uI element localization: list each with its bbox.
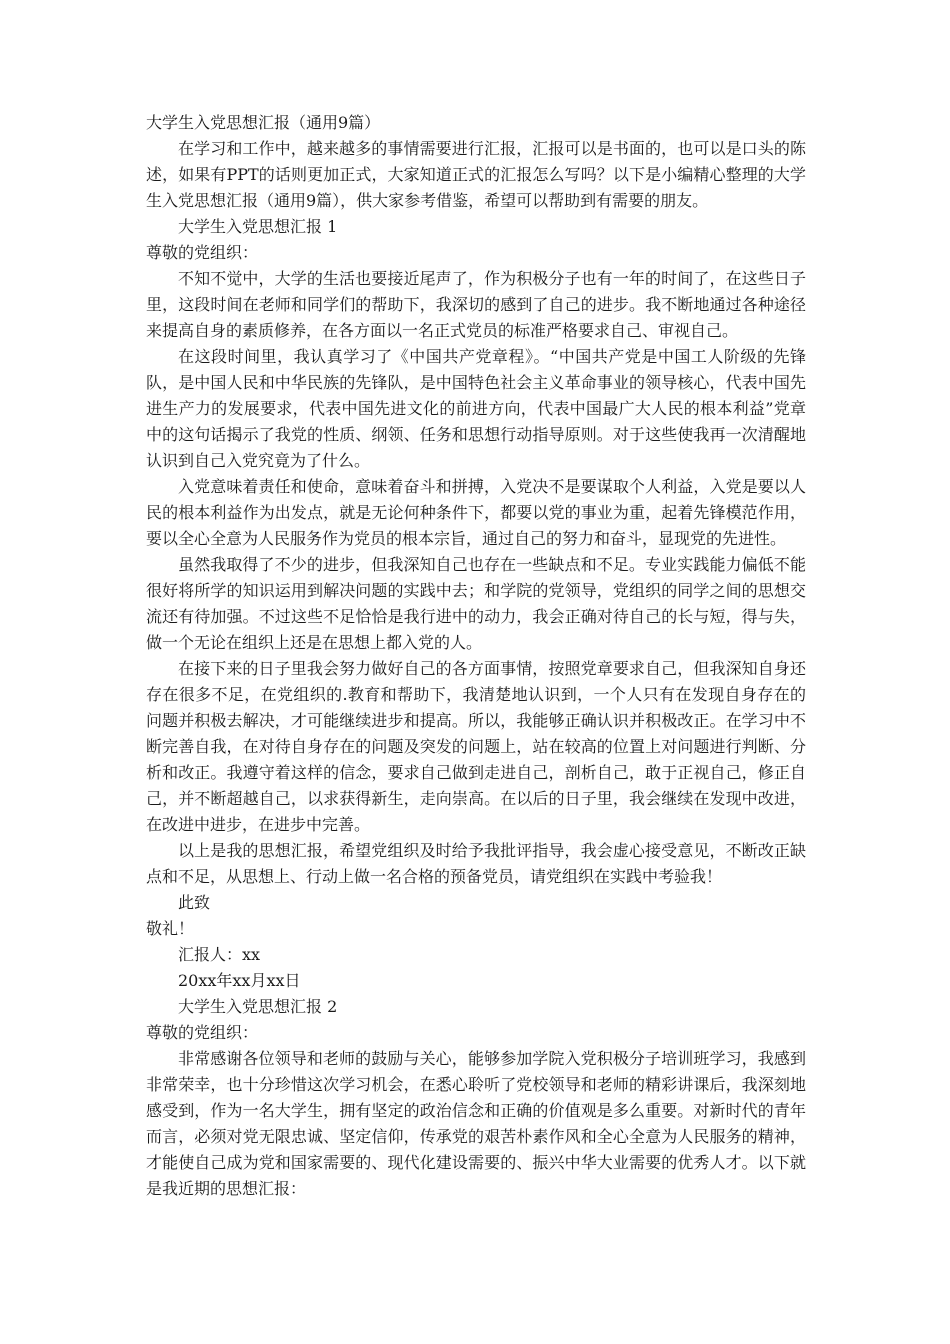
report2-heading: 大学生入党思想汇报 2: [178, 997, 338, 1016]
report2-paragraph-1: 非常感谢各位领导和老师的鼓励与关心，能够参加学院入党积极分子培训班学习，我感到非常荣幸，也十分珍惜这次学习机会，在悉心聆听了党校领导和老师的精彩讲课后，我深刻地感受到，作为一名大学生，拥有坚定的政治信念和正确的价值观是多么重要。对新时代的青年而言，必须对党无限忠诚、坚定信仰，传承党的艰苦朴素作风和全心全意为人民服务的精神，才能使自己成为党和国家需要的、现代化建设需要的、振兴中华大业需要的优秀人才。以下就是我近期的思想汇报：: [146, 1049, 806, 1198]
report1-heading: 大学生入党思想汇报 1: [178, 217, 338, 236]
report1-paragraph-6: 以上是我的思想汇报，希望党组织及时给予我批评指导，我会虚心接受意见，不断改正缺点和不足，从思想上、行动上做一名合格的预备党员，请党组织在实践中考验我！: [146, 841, 806, 886]
report1-paragraph-4: 虽然我取得了不少的进步，但我深知自己也存在一些缺点和不足。专业实践能力偏低不能很好将所学的知识运用到解决问题的实践中去；和学院的党领导，党组织的同学之间的思想交流还有待加强。不过这些不足恰恰是我行进中的动力，我会正确对待自己的长与短，得与失，做一个无论在组织上还是在思想上都入党的人。: [146, 555, 806, 652]
document-title: 大学生入党思想汇报（通用9篇）: [146, 113, 381, 132]
report1-date: 20xx年xx月xx日: [178, 971, 301, 990]
report1-salutation: 尊敬的党组织：: [146, 243, 259, 262]
report1-reporter: 汇报人：xx: [178, 945, 261, 964]
intro-paragraph: 在学习和工作中，越来越多的事情需要进行汇报，汇报可以是书面的，也可以是口头的陈述，如果有PPT的话则更加正式，大家知道正式的汇报怎么写吗？以下是小编精心整理的大学生入党思想汇报（通用9篇），供大家参考借鉴，希望可以帮助到有需要的朋友。: [146, 139, 806, 210]
report1-closing-1: 此致: [178, 893, 211, 912]
document-page: [146, 110, 806, 1202]
report2-salutation: 尊敬的党组织：: [146, 1023, 259, 1042]
report1-paragraph-3: 入党意味着责任和使命，意味着奋斗和拼搏，入党决不是要谋取个人利益，入党是要以人民的根本利益作为出发点，就是无论何种条件下，都要以党的事业为重，起着先锋模范作用，要以全心全意为人民服务作为党员的根本宗旨，通过自己的努力和奋斗，显现党的先进性。: [146, 477, 806, 548]
report1-paragraph-1: 不知不觉中，大学的生活也要接近尾声了，作为积极分子也有一年的时间了，在这些日子里，这段时间在老师和同学们的帮助下，我深切的感到了自己的进步。我不断地通过各种途径来提高自身的素质修养，在各方面以一名正式党员的标准严格要求自己、审视自己。: [146, 269, 806, 340]
report1-paragraph-5: 在接下来的日子里我会努力做好自己的各方面事情，按照党章要求自己，但我深知自身还存在很多不足，在党组织的.教育和帮助下，我清楚地认识到，一个人只有在发现自身存在的问题并积极去解决，才可能继续进步和提高。所以，我能够正确认识并积极改正。在学习中不断完善自我，在对待自身存在的问题及突发的问题上，站在较高的位置上对问题进行判断、分析和改正。我遵守着这样的信念，要求自己做到走进自己，剖析自己，敢于正视自己，修正自己，并不断超越自己，以求获得新生，走向崇高。在以后的日子里，我会继续在发现中改进，在改进中进步，在进步中完善。: [146, 659, 806, 834]
report1-paragraph-2: 在这段时间里，我认真学习了《中国共产党章程》。“中国共产党是中国工人阶级的先锋队，是中国人民和中华民族的先锋队，是中国特色社会主义革命事业的领导核心，代表中国先进生产力的发展要求，代表中国先进文化的前进方向，代表中国最广大人民的根本利益”党章中的这句话揭示了我党的性质、纲领、任务和思想行动指导原则。对于这些使我再一次清醒地认识到自己入党究竟为了什么。: [146, 347, 806, 470]
report1-closing-2: 敬礼！: [146, 919, 195, 938]
